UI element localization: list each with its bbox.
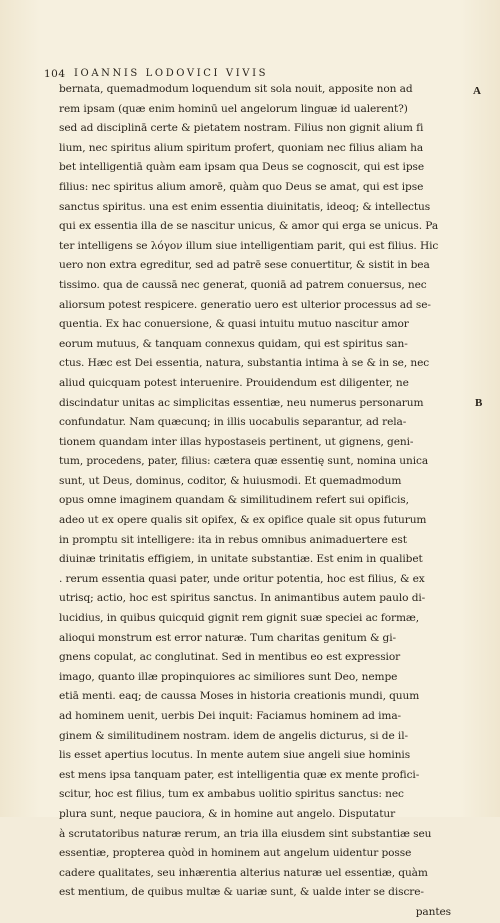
- text-line: . rerum essentia quasi pater, unde oritur potentia, hoc est filius, & ex: [59, 572, 425, 585]
- text-line: etiā menti. eaq; de caussa Moses in historia creationis mundi, quum: [59, 690, 420, 703]
- text-line: ad hominem uenit, uerbis Dei inquit: Faciamus hominem ad ima-: [59, 710, 402, 722]
- text-line: rem ipsam (quæ enim hominū uel angelorum linguæ id ualerent?): [59, 102, 408, 115]
- text-line: aliorsum potest respicere. generatio uero est ulterior processus ad se-: [59, 298, 431, 311]
- text-line: quentia. Ex hac conuersione, & quasi intuitu mutuo nascitur amor: [59, 318, 409, 331]
- body-text: [59, 80, 455, 923]
- text-line: bernata, quemadmodum loquendum sit sola nouit, apposite non ad: [59, 83, 413, 95]
- marginal-letter-b: B: [475, 397, 483, 409]
- page-header: [44, 67, 464, 81]
- text-line: adeo ut ex opere qualis sit opifex, & ex opifice quale sit opus futurum: [59, 514, 427, 527]
- text-line: opus omne imaginem quandam & similitudinem refert sui opificis,: [59, 494, 409, 507]
- text-line: imago, quanto illæ propinquiores ac similiores sunt Deo, nempe: [59, 670, 398, 683]
- text-line: uero non extra egreditur, sed ad patrē sese conuertitur, & sistit in bea: [59, 259, 430, 272]
- running-head: IOANNIS LODOVICI VIVIS: [74, 68, 269, 79]
- text-line: lis esset apertius locutus. In mente autem siue angeli siue hominis: [59, 749, 411, 762]
- marginal-letter-a: A: [473, 85, 481, 97]
- text-line: tissimo. qua de caussā nec generat, quoniā ad patrem conuersus, nec: [59, 278, 427, 291]
- text-line: est mentium, de quibus multæ & uariæ sunt, & ualde inter se discre-: [59, 886, 424, 899]
- text-line: pantes: [415, 905, 451, 918]
- text-line: sunt, ut Deus, dominus, coditor, & huiusmodi. Et quemadmodum: [59, 474, 402, 487]
- page-number: 104: [44, 68, 66, 80]
- text-line: qui ex essentia illa de se nascitur unicus, & amor qui erga se unicus. Pa: [59, 220, 439, 233]
- text-line: scitur, hoc est filius, tum ex ambabus uolitio spiritus sanctus: nec: [59, 788, 404, 801]
- text-line: gnens copulat, ac conglutinat. Sed in mentibus eo est expressior: [59, 651, 401, 664]
- text-line: tionem quandam inter illas hypostaseis pertinent, ut gignens, geni-: [59, 435, 414, 448]
- text-line: ter intelligens se λόγον illum siue intelligentiam parit, qui est filius. Hic: [59, 239, 439, 252]
- text-line: tum, procedens, pater, filius: cætera quæ essentię sunt, nomina unica: [59, 455, 429, 468]
- text-line: plura sunt, neque pauciora, & in homine aut angelo. Disputatur: [59, 807, 396, 820]
- text-line: ginem & similitudinem nostram. idem de angelis dicturus, si de il-: [59, 729, 408, 742]
- text-line: sanctus spiritus. una est enim essentia diuinitatis, ideoq; & intellectus: [59, 200, 431, 213]
- text-line: bet intelligentiā quàm eam ipsam qua Deus se cognoscit, qui est ipse: [59, 161, 425, 174]
- text-line: aliud quicquam potest interuenire. Prouidendum est diligenter, ne: [59, 376, 409, 389]
- text-line: discindatur unitas ac simplicitas essentiæ, neu numerus personarum: [59, 396, 424, 409]
- text-line: sed ad disciplinā certe & pietatem nostram. Filius non gignit alium fi: [59, 122, 424, 135]
- text-line: lium, nec spiritus alium spiritum profert, quoniam nec filius aliam ha: [59, 141, 424, 154]
- text-line: confundatur. Nam quæcunq; in illis uocabulis separantur, ad rela-: [59, 416, 407, 429]
- text-line: cadere qualitates, seu inhærentia alterius naturæ uel essentiæ, quàm: [59, 866, 428, 879]
- text-line: essentiæ, propterea quòd in hominem aut angelum uidentur posse: [59, 847, 412, 860]
- text-line: diuinæ trinitatis effigiem, in unitate substantiæ. Est enim in qualibet: [59, 553, 423, 566]
- text-line: alioqui monstrum est error naturæ. Tum charitas genitum & gi-: [59, 631, 396, 644]
- text-line: lucidius, in quibus quicquid gignit rem gignit suæ speciei ac formæ,: [59, 612, 420, 625]
- text-line: utrisq; actio, hoc est spiritus sanctus. In animantibus autem paulo di-: [59, 592, 426, 605]
- text-line: à scrutatoribus naturæ rerum, an tria illa eiusdem sint substantiæ seu: [59, 827, 432, 840]
- text-line: ctus. Hæc est Dei essentia, natura, substantia intima à se & in se, nec: [59, 357, 430, 370]
- text-line: est mens ipsa tanquam pater, est intelligentia quæ ex mente profici-: [59, 768, 420, 781]
- text-line: in promptu sit intelligere: ita in rebus omnibus animaduertere est: [59, 533, 407, 546]
- text-line: filius: nec spiritus alium amorē, quàm quo Deus se amat, qui est ipse: [59, 180, 424, 193]
- text-line: eorum mutuus, & tanquam connexus quidam, qui est spiritus san-: [59, 337, 408, 350]
